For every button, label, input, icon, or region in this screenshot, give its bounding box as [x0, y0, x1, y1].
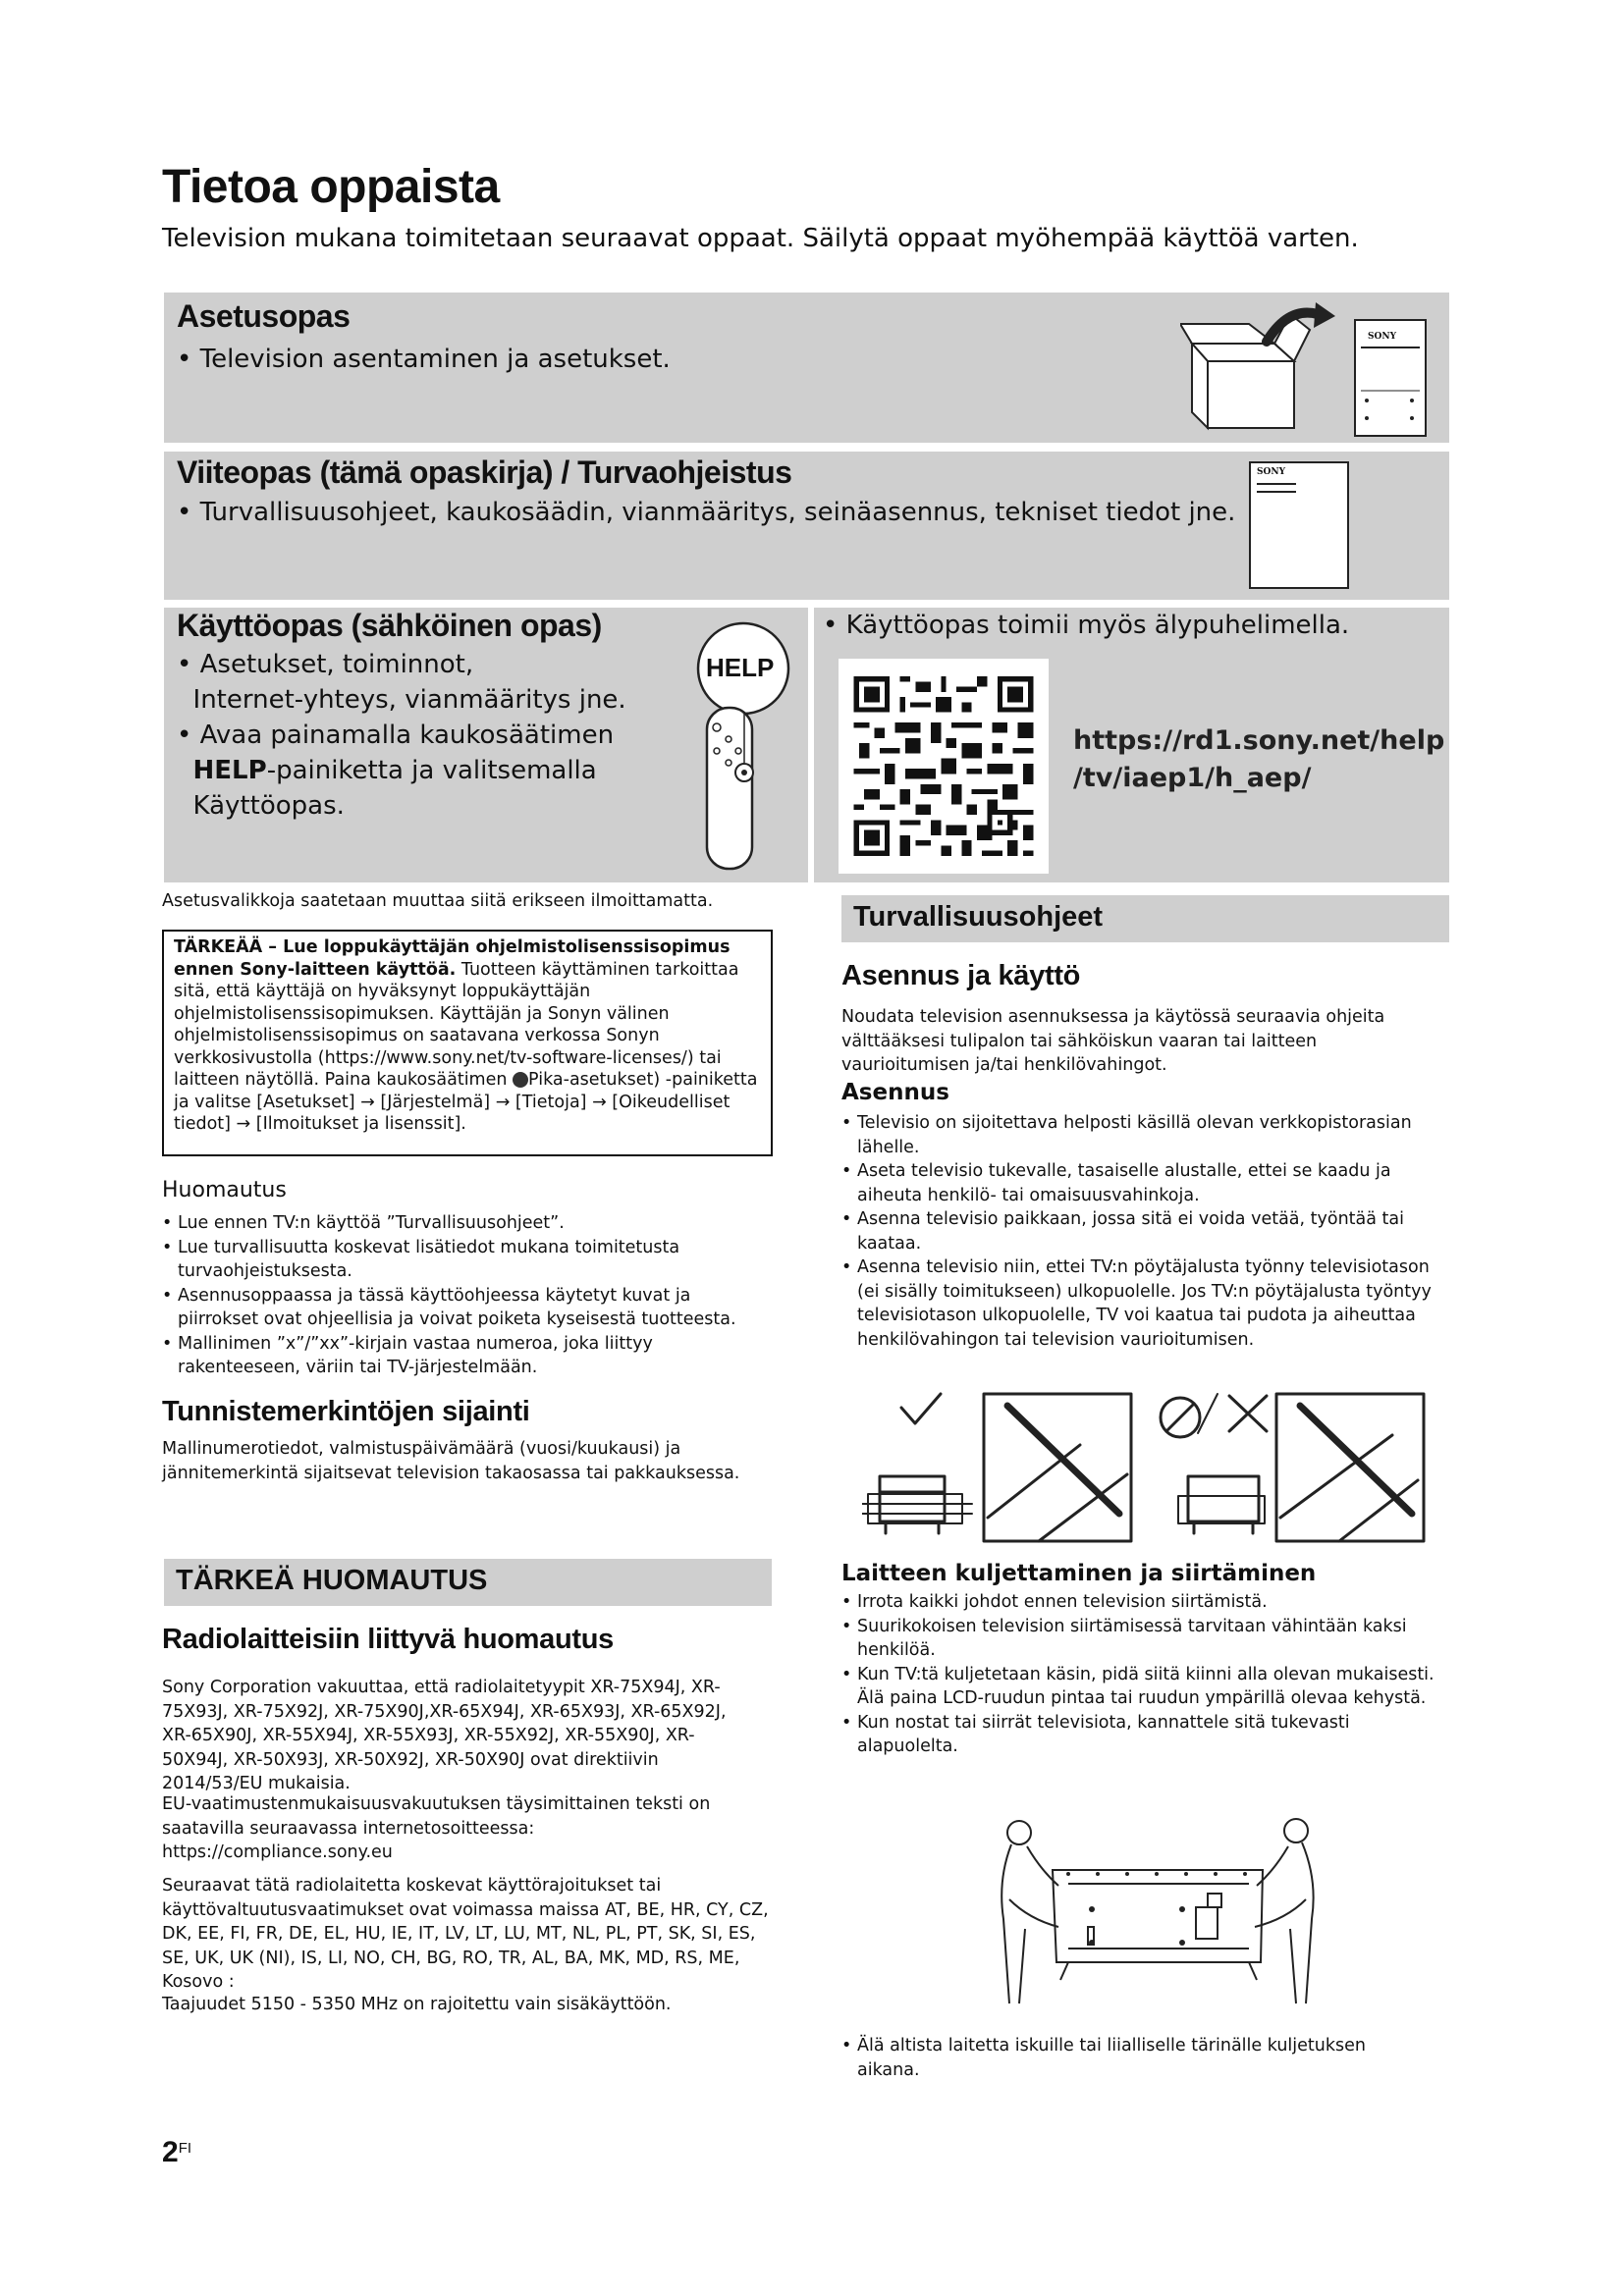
help-guide-title: Käyttöopas (sähköinen opas) — [177, 608, 602, 643]
reference-guide-item: • Turvallisuusohjeet, kaukosäädin, vianmääritys, seinäasennus, tekniset tiedot jne. — [177, 498, 1236, 527]
box-and-manual-illustration — [1180, 302, 1445, 440]
reference-guide-box — [164, 452, 1449, 600]
list-item: • Lue turvallisuutta koskevat lisätiedot mukana toimitetusta turvaohjeistuksesta. — [162, 1236, 776, 1284]
install-subtitle: Asennus — [841, 1080, 949, 1105]
transport-final-list — [841, 2034, 1431, 2082]
note-title: Huomautus — [162, 1178, 287, 1202]
list-item: • Suurikokoisen television siirtämisessä tarvitaan vähintään kaksi henkilöä. — [841, 1615, 1452, 1663]
setup-guide-box — [164, 293, 1449, 443]
list-item: • Mallinimen ”x”/”xx”-kirjain vastaa numeroa, joka liittyy rakenteeseen, väriin tai TV-järjestelmään. — [162, 1332, 776, 1380]
qr-code — [839, 659, 1049, 874]
eula-important-box: TÄRKEÄÄ – Lue loppukäyttäjän ohjelmistolisenssisopimus ennen Sony-laitteen käyttöä. Tuotteen käyttäminen tarkoittaa sitä, että käyttäjä on hyväksynyt loppukäyttäjän ohjelmistolisenssisopimuksen. Käyttäjän ja Sonyn välinen ohjelmistolisenssisopimus on saatavana verkossa Sonyn verkkosivustolla (https://www.sony.net/tv-software-licenses/) tai laitteen näytöllä. Paina kaukosäätimen Pika-asetukset) -painiketta ja valitse [Asetukset] → [Järjestelmä] → [Tietoja] → [Oikeudelliset tiedot] → [Ilmoitukset ja lisenssit]. — [162, 930, 773, 1156]
help-guide-item-2: • Avaa painamalla kaukosäätimen HELP-painiketta ja valitsemalla Käyttöopas. — [177, 721, 615, 821]
label-location-title: Tunnistemerkintöjen sijainti — [162, 1396, 530, 1427]
list-item: • Irrota kaikki johdot ennen television siirtämistä. — [841, 1590, 1452, 1615]
radio-notice-p3: Seuraavat tätä radiolaitetta koskevat käyttörajoitukset tai käyttövaltuutusvaatimukset ovat voimassa maissa AT, BE, HR, CY, CZ, DK, EE, FI, FR, DE, EL, HU, IE, IT, LV, LT, LU, MT, NL, PL, PT, SK, SI, ES, SE, UK, UK (NI), IS, LI, NO, CH, BG, RO, TR, AL, BA, MK, MD, RS, ME, Kosovo : — [162, 1876, 769, 1992]
list-item: • Asenna televisio niin, ettei TV:n pöytäjalusta työnny televisiotason (ei sisälly toimitukseen) ulkopuolelle. Jos TV:n pöytäjalusta työntyy televisiotason ulkopuolelle, TV voi kaatua tai pudota ja aiheuttaa henkilövahingon tai television vaurioitumisen. — [841, 1255, 1452, 1352]
list-item: • Kun TV:tä kuljetetaan käsin, pidä siitä kiinni alla olevan mukaisesti. Älä paina LCD-ruudun pintaa tai ruudun ympärillä olevaa kehystä. — [841, 1663, 1452, 1711]
label-location-text: Mallinumerotiedot, valmistuspäivämäärä (vuosi/kuukausi) ja jännitemerkintä sijaitsevat television takaosassa tai pakkauksessa. — [162, 1439, 740, 1483]
smartphone-note: • Käyttöopas toimii myös älypuhelimella. — [823, 611, 1350, 640]
radio-notice-p1: Sony Corporation vakuuttaa, että radiolaitetyypit XR-75X94J, XR-75X93J, XR-75X92J, XR-75X90J,XR-65X94J, XR-65X93J, XR-65X92J, XR-65X90J, XR-55X94J, XR-55X93J, XR-55X92J, XR-55X90J, XR-50X94J, XR-50X93J, XR-50X92J, XR-50X90J ovat direktiivin 2014/53/EU mukaisia. — [162, 1678, 727, 1793]
two-people-carrying-tv-illustration — [990, 1811, 1324, 2007]
help-guide-item-1: • Asetukset, toiminnot, Internet-yhteys, vianmääritys jne. — [177, 650, 626, 715]
reference-guide-title: Viiteopas (tämä opaskirja) / Turvaohjeistus — [177, 454, 792, 490]
setup-guide-item: • Television asentaminen ja asetukset. — [177, 345, 671, 374]
list-item: • Kun nostat tai siirrät televisiota, kannattele sitä tukevasti alapuolelta. — [841, 1711, 1452, 1759]
install-use-title: Asennus ja käyttö — [841, 960, 1081, 991]
help-button-label: HELP — [706, 653, 775, 682]
radio-notice-p4: Taajuudet 5150 - 5350 MHz on rajoitettu vain sisäkäyttöön. — [162, 1995, 672, 2014]
page-number: $2^{FI}$ — [162, 2136, 192, 2168]
install-list — [841, 1111, 1452, 1352]
page-title: Tietoa oppaista — [162, 161, 500, 213]
quick-settings-icon — [513, 1072, 528, 1088]
note-list — [162, 1211, 776, 1380]
tv-stand-placement-illustration — [862, 1386, 1471, 1548]
setup-guide-title: Asetusopas — [177, 298, 351, 334]
radio-notice-p2: EU-vaatimustenmukaisuusvakuutuksen täysimittainen teksti on saatavilla seuraavassa internetosoitteessa: https://compliance.sony.eu — [162, 1794, 711, 1862]
install-use-text: Noudata television asennuksessa ja käytössä seuraavia ohjeita välttääksesi tulipalon tai sähköiskun vaaran tai laitteen vaurioitumisen ja/tai henkilövahingot. — [841, 1007, 1385, 1075]
important-notice-band: TÄRKEÄ HUOMAUTUS — [164, 1559, 772, 1606]
list-item: • Asenna televisio paikkaan, jossa sitä ei voida vetää, työntää tai kaataa. — [841, 1207, 1452, 1255]
transport-title: Laitteen kuljettaminen ja siirtäminen — [841, 1561, 1317, 1586]
list-item: • Lue ennen TV:n käyttöä ”Turvallisuusohjeet”. — [162, 1211, 776, 1236]
sony-logo: SONY — [1257, 467, 1285, 477]
reference-manual-illustration — [1249, 461, 1349, 589]
sony-logo: SONY — [1368, 332, 1396, 342]
help-url[interactable]: https://rd1.sony.net/help /tv/iaep1/h_aep/ — [1073, 725, 1445, 793]
radio-notice-title: Radiolaitteisiin liittyvä huomautus — [162, 1624, 615, 1655]
intro-text: Television mukana toimitetaan seuraavat oppaat. Säilytä oppaat myöhempää käyttöä varten. — [162, 224, 1359, 253]
list-item: • Älä altista laitetta iskuille tai liialliselle tärinälle kuljetuksen aikana. — [841, 2034, 1431, 2082]
list-item: • Asennusoppaassa ja tässä käyttöohjeessa käytetyt kuvat ja piirrokset ovat ohjeellisia ja voivat poiketa kyseisestä tuotteesta. — [162, 1284, 776, 1332]
help-guide-box-left — [164, 608, 808, 882]
safety-band: Turvallisuusohjeet — [841, 895, 1449, 942]
list-item: • Aseta televisio tukevalle, tasaiselle alustalle, ettei se kaadu ja aiheuta henkilö- tai omaisuusvahinkoja. — [841, 1159, 1452, 1207]
menu-change-note: Asetusvalikkoja saatetaan muuttaa siitä erikseen ilmoittamatta. — [162, 891, 714, 911]
transport-list — [841, 1590, 1452, 1759]
list-item: • Televisio on sijoitettava helposti käsillä olevan verkkopistorasian lähelle. — [841, 1111, 1452, 1159]
